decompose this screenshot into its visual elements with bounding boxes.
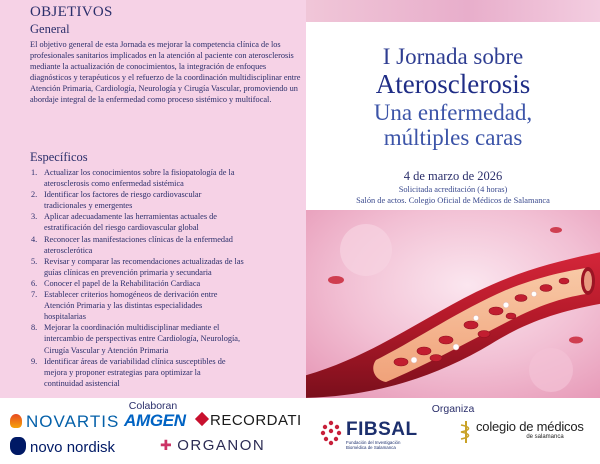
cross-pattern-icon: ✚ — [160, 437, 174, 453]
list-item: 6. Conocer el papel de la Rehabilitación Cardiaca — [31, 278, 201, 288]
specific-objectives-list — [30, 167, 302, 389]
list-item: 2. Identificar los factores de riesgo cardiovascular tradicionales y emergentes — [31, 190, 202, 211]
novartis-logo: NOVARTIS — [10, 412, 119, 432]
colaboran-label: Colaboran — [128, 400, 178, 412]
apis-bull-icon — [10, 437, 26, 455]
diamond-icon — [195, 412, 209, 426]
general-heading: General — [30, 22, 70, 36]
colegio-medicos-logo: colegio de médicos de salamanca — [476, 420, 584, 440]
novo-nordisk-logo: novo nordisk — [10, 437, 115, 456]
event-date: 4 de marzo de 2026 — [403, 169, 503, 183]
sponsors-area — [0, 398, 306, 464]
list-item: 8. Mejorar la coordinación multidisciplinar mediante el intercambio de perspectivas entre Cardiología, Neurología, Cirugía Vascular y Atención Primaria — [31, 323, 241, 355]
objectives-panel — [0, 0, 306, 398]
organizers-area — [306, 398, 600, 464]
blood-vessel-illustration — [306, 210, 600, 398]
list-item: 5. Revisar y comparar las recomendaciones actualizadas de las guías clínicas en prevención primaria y secundaria — [31, 256, 244, 277]
general-objective-text: El objetivo general de esta Jornada es mejorar la competencia clínica de los profesionales sanitarios implicados en la atención al paciente con aterosclerosis mediante la actualización de conocimientos, la integración de enfoques diagnósticos y terapéuticos y el refuerzo de la coordinación multidisciplinar entre Atención Primaria, Cardiología, Neurología y Cirugía Vascular, promoviendo un abordaje integral de la enfermedad como proceso sistémico y multifocal. — [30, 40, 301, 105]
list-item: 7. Establecer criterios homogéneos de derivación entre Atención Primaria y las distintas especialidades hospitalarias — [31, 290, 218, 322]
fibsal-logo: FIBSAL Fundación del Investigación Biomédica de Salamanca — [346, 420, 418, 450]
caduceus-icon — [459, 420, 473, 444]
accreditation-note: Solicitada acreditación (4 horas) — [398, 185, 508, 194]
event-panel — [306, 0, 600, 398]
decorative-strip — [306, 0, 600, 22]
organon-logo: ✚ ORGANON — [160, 437, 266, 454]
fibsal-dots-icon — [320, 420, 342, 446]
recordati-logo: RECORDATI — [197, 412, 302, 429]
objectives-heading: OBJETIVOS — [30, 4, 113, 20]
list-item: 4. Reconocer las manifestaciones clínicas de la enfermedad aterosclerótica — [31, 234, 233, 255]
amgen-logo: AMGEN — [124, 411, 186, 430]
event-venue: Salón de actos. Colegio Oficial de Médicos de Salamanca — [356, 196, 550, 205]
event-title-line2: Aterosclerosis — [375, 69, 531, 99]
flame-icon — [10, 414, 22, 428]
list-item: 3. Aplicar adecuadamente las herramientas actuales de estratificación del riesgo cardiovascular global — [31, 212, 217, 233]
event-subtitle-line2: múltiples caras — [383, 125, 523, 150]
event-subtitle-line1: Una enfermedad, — [373, 100, 533, 125]
organiza-label: Organiza — [431, 403, 475, 415]
event-title-line1: I Jornada sobre — [382, 44, 524, 69]
list-item: 1. Actualizar los conocimientos sobre la fisiopatología de la aterosclerosis como enfermedad sistémica — [31, 168, 235, 189]
specific-heading: Específicos — [30, 150, 88, 164]
list-item: 9. Identificar áreas de variabilidad clínica susceptibles de mejora y proponer estrategias para optimizar la continuidad asistencial — [31, 356, 226, 388]
